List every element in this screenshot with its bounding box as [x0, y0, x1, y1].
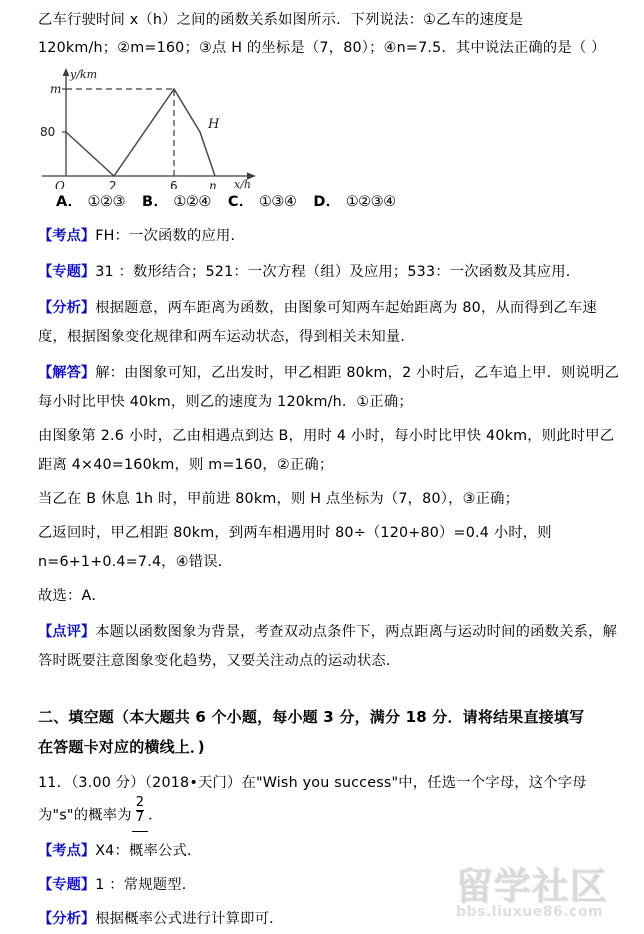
y-tick-label-80: 80 — [40, 125, 56, 139]
kaodian-body: FH：一次函数的应用． — [95, 228, 246, 244]
watermark-sub-text: bbs.liuxue86.com — [456, 904, 604, 920]
point-h-label: H — [208, 117, 220, 132]
q11-kaodian-tag-label: 【考点】 — [38, 842, 96, 859]
fraction-denominator: 7 — [135, 809, 145, 825]
question-11-stem-line-2-prefix: 为"s"的概率为 — [38, 807, 132, 824]
option-c-letter: C． — [227, 194, 254, 210]
jieda-body: 解：由图象可知，乙出发时，甲乙相距 80km，2 小时后，乙车追上甲．则说明乙每小时比甲快 40km，则乙的速度为 120km/h．①正确； — [38, 365, 620, 410]
option-d-text: ①②③④ — [345, 194, 396, 210]
question-10-stem — [28, 0, 624, 62]
y-axis-label: y/km — [70, 68, 98, 81]
option-c-text: ①③④ — [258, 194, 297, 210]
option-b[interactable] — [142, 189, 211, 215]
x-tick-label-n: n — [209, 179, 217, 189]
jieda-tag-label: 【解答】 — [38, 365, 96, 381]
question-10-jieda — [28, 359, 624, 417]
watermark-main-text: 留学社区 — [456, 865, 608, 908]
x-tick-label-2: 2 — [109, 179, 117, 189]
question-11-answer-blank[interactable] — [132, 795, 148, 832]
x-tick-label-6: 6 — [170, 179, 178, 189]
question-11-zhuanti — [28, 871, 624, 900]
section-two-heading — [28, 702, 624, 762]
question-10-zhuanti — [28, 258, 624, 287]
question-10-stem-line-2: 120km/h；②m=160；③点 H 的坐标是（7，80）；④n=7.5．其中说法正确的是（ ） — [38, 40, 606, 56]
kaodian-tag-label: 【考点】 — [38, 228, 96, 244]
y-tick-label-m: m — [50, 82, 62, 96]
q11-kaodian-body: X4：概率公式． — [95, 842, 202, 859]
question-10-kaodian — [28, 222, 624, 251]
q11-fenxi-body: 根据概率公式进行计算即可． — [95, 910, 284, 927]
question-10-jieda-p4: 乙返回时，甲乙相距 80km，到两车相遇用时 80÷（120+80）=0.4 小时，则n=6+1+0.4=7.4，④错误． — [38, 525, 552, 570]
question-11-stem-line-2-suffix: ． — [148, 807, 163, 824]
option-b-letter: B． — [142, 194, 169, 210]
function-graph-figure — [28, 64, 624, 189]
fenxi-body: 根据题意，两车距离为函数，由图象可知两车起始距离为 80，从而得到乙车速度，根据图象变化规律和两车运动状态，得到相关未知量． — [38, 300, 597, 345]
option-a[interactable] — [56, 189, 125, 215]
section-two-heading-line-1: 二、填空题（本大题共 6 个小题，每小题 3 分，满分 18 分．请将结果直接填写 — [38, 708, 585, 726]
option-a-text: ①②③ — [87, 194, 126, 210]
option-a-letter: A． — [56, 194, 83, 210]
x-axis-label: x/h — [234, 178, 251, 189]
question-10-options — [28, 189, 624, 215]
q11-zhuanti-tag-label: 【专题】 — [38, 876, 96, 893]
fraction-numerator: 2 — [135, 795, 145, 810]
origin-label: O — [55, 179, 65, 189]
zhuanti-body: 31 ：数形结合；521：一次方程（组）及应用；533：一次函数及其应用． — [95, 264, 581, 280]
function-graph-svg — [28, 64, 288, 189]
option-b-text: ①②④ — [173, 194, 211, 210]
question-11-stem — [28, 769, 624, 832]
q11-fenxi-tag-label: 【分析】 — [38, 910, 96, 927]
dianping-tag-label: 【点评】 — [38, 624, 96, 640]
option-d[interactable] — [313, 189, 395, 215]
fenxi-tag-label: 【分析】 — [38, 300, 96, 316]
question-10-dianping — [28, 618, 624, 676]
question-11-stem-prefix: 11．（3.00 分）（2018•天门）在"Wish you success"中，任选一个字母，这个字母 — [38, 775, 587, 791]
question-10-jieda-p3: 当乙在 B 休息 1h 时，甲前进 80km，则 H 点坐标为（7，80），③正确； — [38, 491, 520, 507]
distance-time-polyline — [66, 89, 215, 176]
zhuanti-tag-label: 【专题】 — [38, 264, 96, 280]
question-10-jieda-p2: 由图象第 2.6 小时，乙由相遇点到达 B，用时 4 小时，每小时比甲快 40km，则此时甲乙距离 4×40=160km，则 m=160，②正确； — [38, 428, 615, 473]
question-11-kaodian — [28, 837, 624, 866]
question-11-fenxi — [28, 905, 624, 934]
option-d-letter: D． — [313, 194, 341, 210]
section-two-heading-line-2: 在答题卡对应的横线上．) — [38, 738, 205, 756]
y-axis-arrow — [63, 68, 70, 76]
option-c[interactable] — [228, 189, 296, 215]
answer-fraction — [136, 796, 144, 824]
question-10-fenxi — [28, 294, 624, 352]
q11-zhuanti-body: 1 ：常规题型． — [95, 876, 197, 893]
question-10-stem-line-1: 乙车行驶时间 x（h）之间的函数关系如图所示．下列说法：①乙车的速度是 — [38, 12, 524, 28]
question-10-answer: 故选：A． — [38, 588, 106, 604]
dianping-body: 本题以函数图象为背景，考查双动点条件下，两点距离与运动时间的函数关系，解答时既要注意图象变化趋势，又要关注动点的运动状态． — [38, 624, 618, 669]
